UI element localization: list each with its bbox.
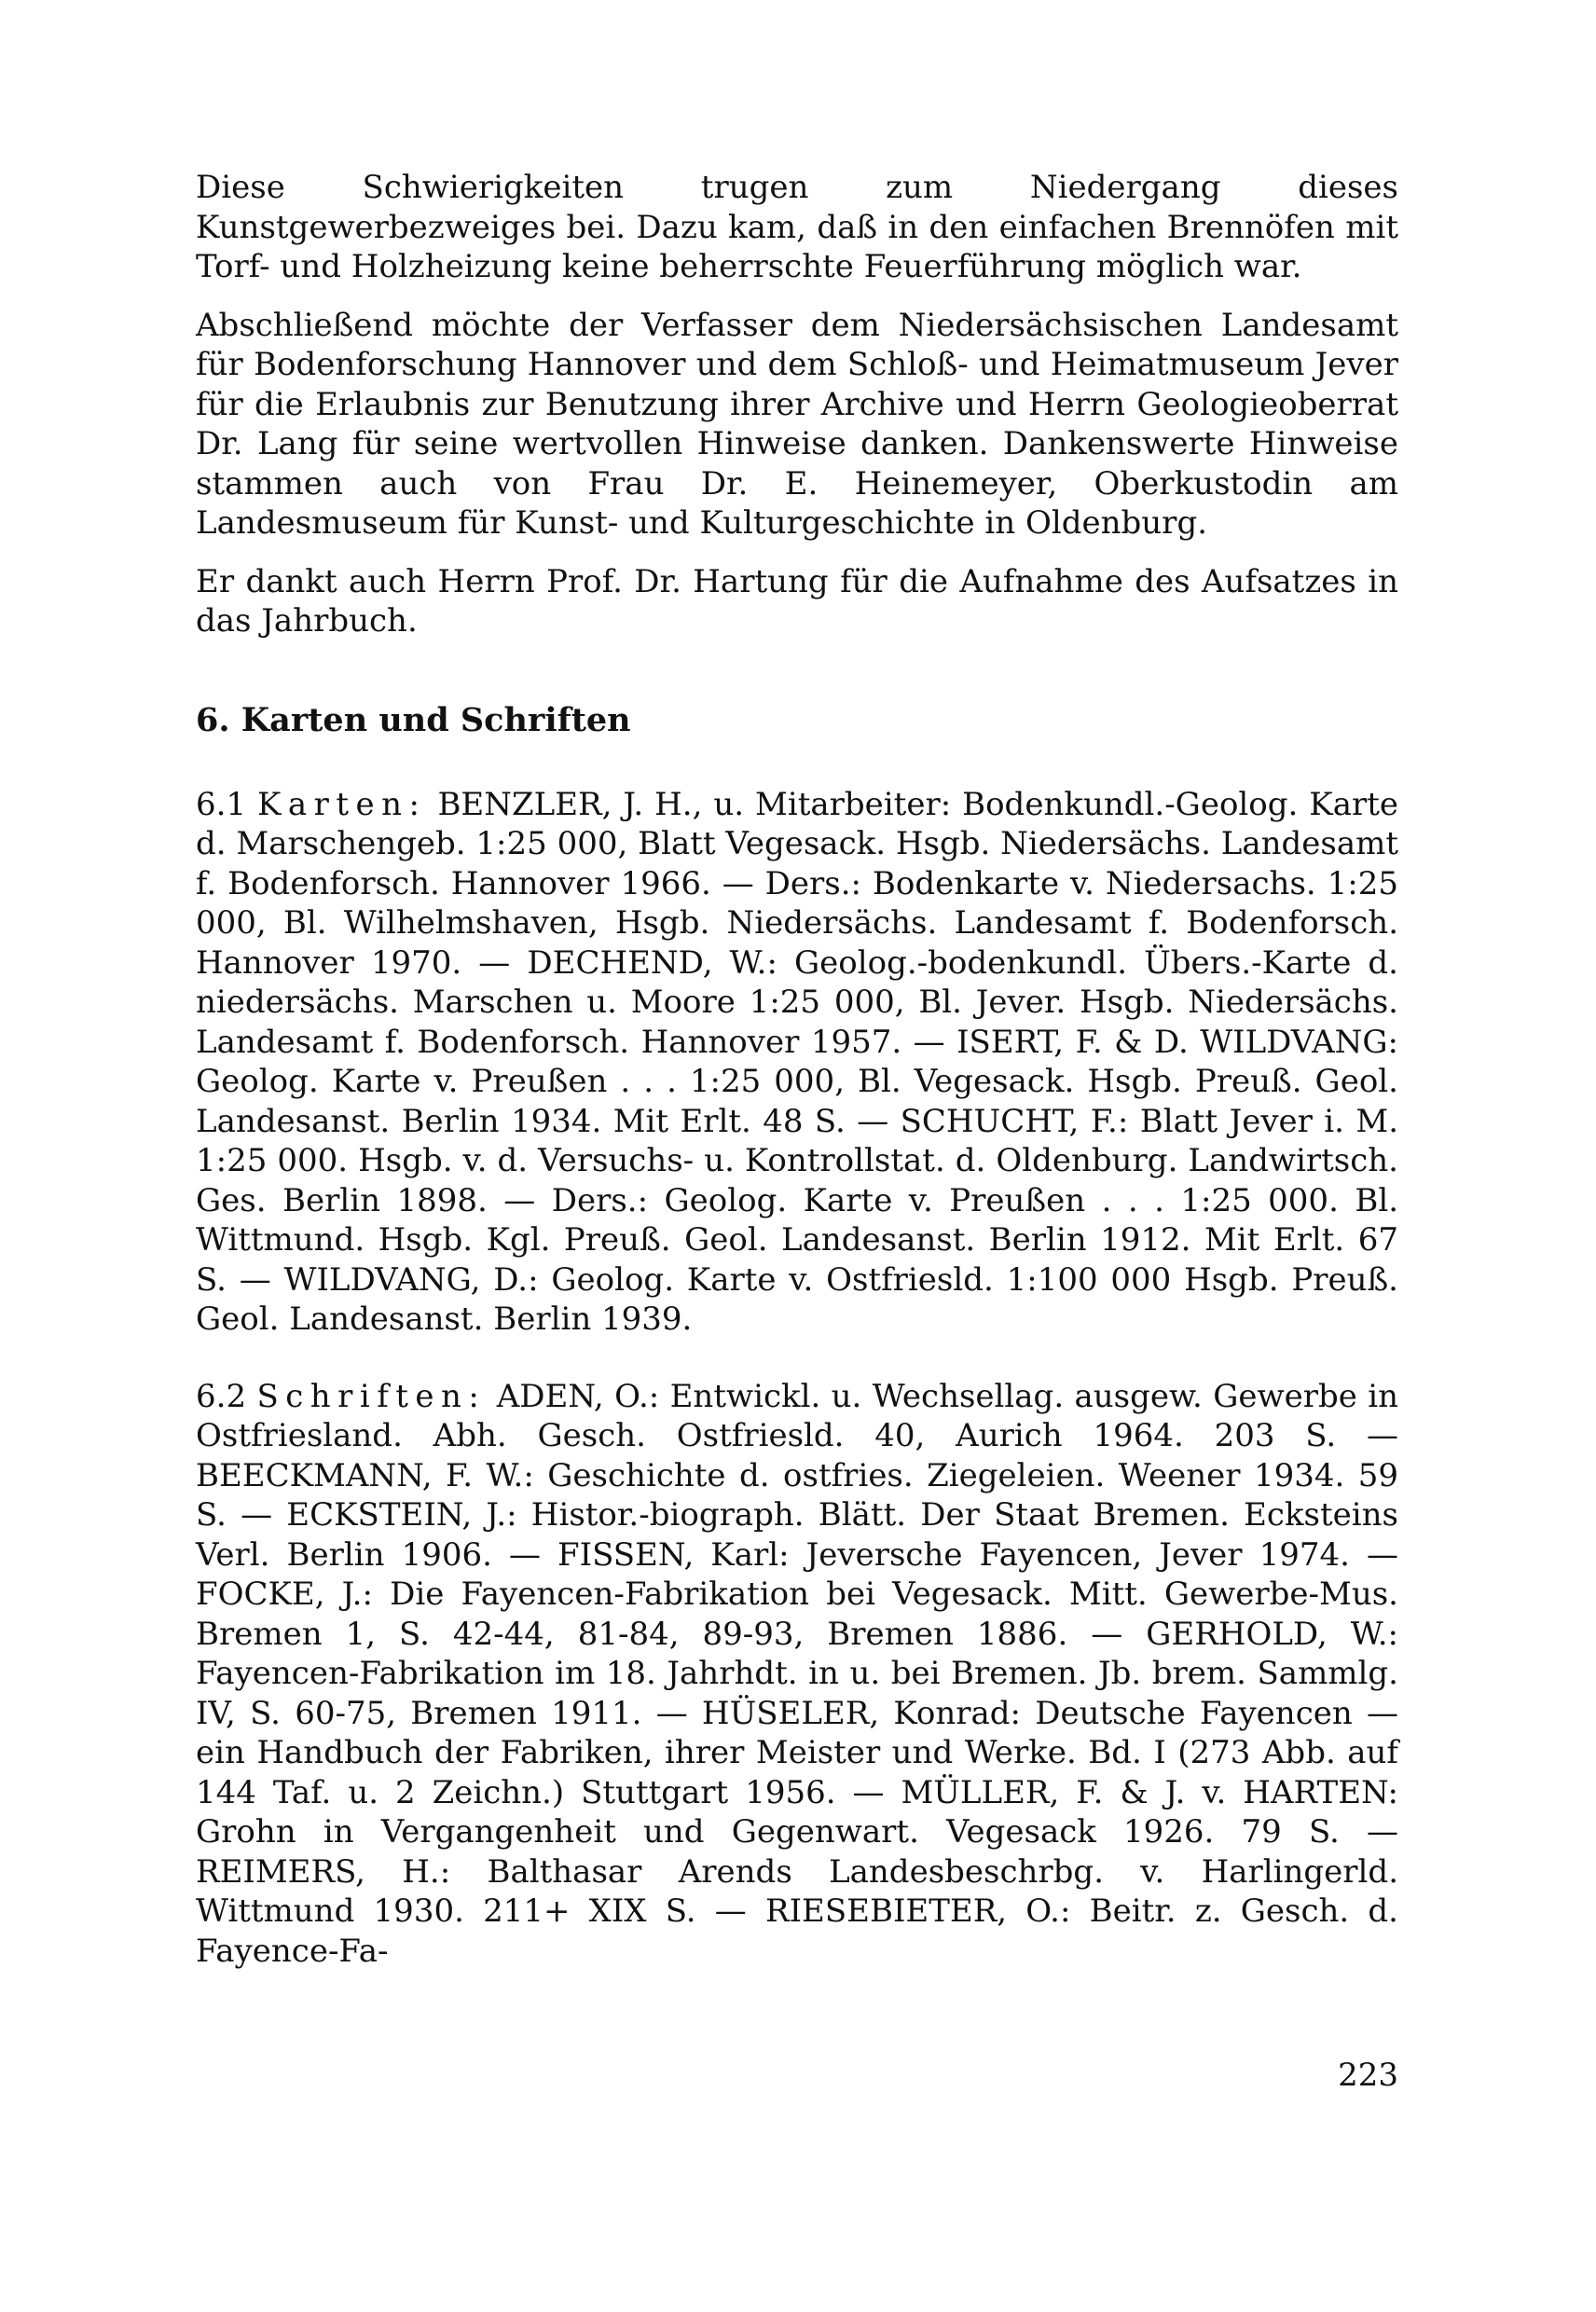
maps-text: BENZLER, J. H., u. Mitarbeiter: Bodenkundl.-Geolog. Karte d. Marschengeb. 1:25 000, Blatt Vegesack. Hsgb. Niedersächs. Landesamt f. Bodenforsch. Hannover 1966. — Ders.: Bodenkarte v. Niedersachs. 1:25 000, Bl. Wilhelmshaven, Hsgb. Niedersächs. Landesamt f. Bodenforsch. Hannover 1970. — DECHEND, W.: Geolog.-bodenkundl. Übers.-Karte d. niedersächs. Marschen u. Moore 1:25 000, Bl. Jever. Hsgb. Niedersächs. Landesamt f. Bodenforsch. Hannover 1957. — ISERT, F. & D. WILDVANG: Geolog. Karte v. Preußen . . . 1:25 000, Bl. Vegesack. Hsgb. Preuß. Geol. Landesanst. Berlin 1934. Mit Erlt. 48 S. — SCHUCHT, F.: Blatt Jever i. M. 1:25 000. Hsgb. v. d. Versuchs- u. Kontrollstat. d. Oldenburg. Landwirtsch. Ges. Berlin 1898. — Ders.: Geolog. Karte v. Preußen . . . 1:25 000. Bl. Wittmund. Hsgb. Kgl. Preuß. Geol. Landesanst. Berlin 1912. Mit Erlt. 67 S. — WILDVANG, D.: Geolog. Karte v. Ostfriesld. 1:100 000 Hsgb. Preuß. Geol. Landesanst. Berlin 1939. bbox=[196, 785, 1399, 1338]
references-maps bbox=[196, 785, 1398, 1340]
paragraph-acknowledgements: Abschließend möchte der Verfasser dem Niedersächsischen Landesamt für Bodenforschung Hannover und dem Schloß- und Heimatmuseum Jever für die Erlaubnis zur Benutzung ihrer Archive und Herrn Geologieoberrat Dr. Lang für seine wertvollen Hinweise danken. Dankenswerte Hinweise stammen auch von Frau Dr. E. Heinemeyer, Oberkustodin am Landesmuseum für Kunst- und Kulturgeschichte in Oldenburg. bbox=[196, 306, 1398, 542]
page-number: 223 bbox=[1338, 2057, 1398, 2094]
writings-number: 6.2 bbox=[196, 1377, 247, 1415]
maps-label: Karten: bbox=[257, 785, 427, 823]
paragraph-thanks-editor: Er dankt auch Herrn Prof. Dr. Hartung für die Aufnahme des Aufsatzes in das Jahrbuch. bbox=[196, 562, 1398, 640]
writings-text: ADEN, O.: Entwickl. u. Wechsellag. ausgew. Gewerbe in Ostfriesland. Abh. Gesch. Ostfriesld. 40, Aurich 1964. 203 S. — BEECKMANN, F. W.: Geschichte d. ostfries. Ziegeleien. Weener 1934. 59 S. — ECKSTEIN, J.: Histor.-biograph. Blätt. Der Staat Bremen. Ecksteins Verl. Berlin 1906. — FISSEN, Karl: Jeversche Fayencen, Jever 1974. — FOCKE, J.: Die Fayencen-Fabrikation bei Vegesack. Mitt. Gewerbe-Mus. Bremen 1, S. 42-44, 81-84, 89-93, Bremen 1886. — GERHOLD, W.: Fayencen-Fabrikation im 18. Jahrhdt. in u. bei Bremen. Jb. brem. Sammlg. IV, S. 60-75, Bremen 1911. — HÜSELER, Konrad: Deutsche Fayencen — ein Handbuch der Fabriken, ihrer Meister und Werke. Bd. I (273 Abb. auf 144 Taf. u. 2 Zeichn.) Stuttgart 1956. — MÜLLER, F. & J. v. HARTEN: Grohn in Vergangenheit und Gegenwart. Vegesack 1926. 79 S. — REIMERS, H.: Balthasar Arends Landesbeschrbg. v. Harlingerld. Wittmund 1930. 211+ XIX S. — RIESEBIETER, O.: Beitr. z. Gesch. d. Fayence-Fa- bbox=[196, 1377, 1399, 1970]
references-writings bbox=[196, 1377, 1398, 1972]
writings-label: Schriften: bbox=[256, 1377, 487, 1415]
maps-number: 6.1 bbox=[196, 785, 247, 823]
paragraph-difficulties: Diese Schwierigkeiten trugen zum Niedergang dieses Kunstgewerbezweiges bei. Dazu kam, daß in den einfachen Brennöfen mit Torf- und Holzheizung keine beherrschte Feuerführung möglich war. bbox=[196, 169, 1398, 285]
section-heading: 6. Karten und Schriften bbox=[196, 700, 631, 739]
document-page bbox=[196, 168, 1398, 1971]
